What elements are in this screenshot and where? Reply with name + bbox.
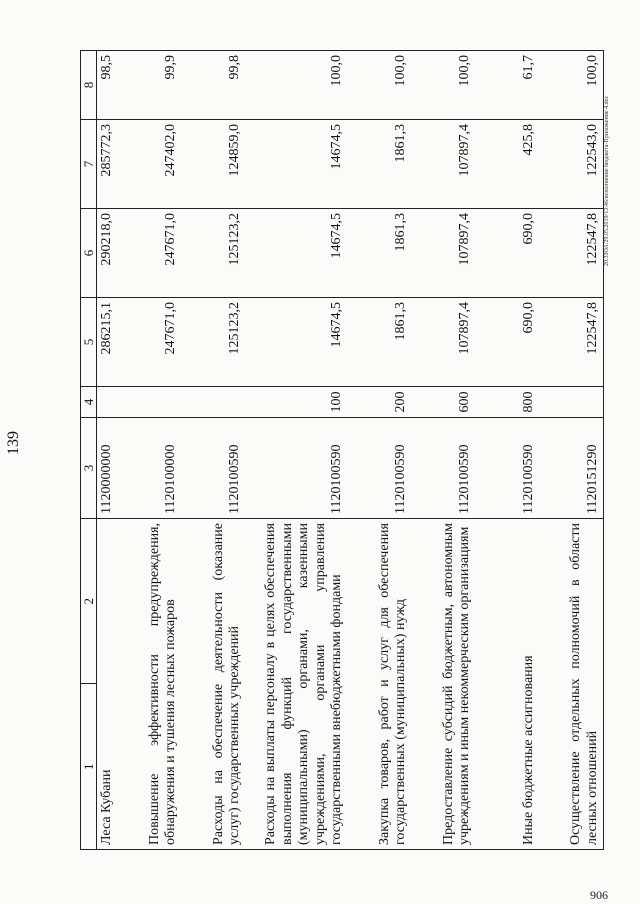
- table-row: [182, 51, 246, 850]
- budget-table: [80, 50, 604, 850]
- header-col-8: 8: [81, 51, 97, 120]
- row-vr: 100: [246, 387, 348, 418]
- table-row: [348, 51, 412, 850]
- row-col5: 107897,4: [412, 298, 476, 387]
- row-col6: 1861,3: [348, 209, 412, 298]
- header-col-6: 6: [81, 209, 97, 298]
- row-col6: 690,0: [476, 209, 540, 298]
- row-name: Леса Кубани: [97, 519, 118, 850]
- table-header-row: [81, 51, 97, 850]
- header-col-2: 2: [81, 519, 97, 685]
- row-col8: 100,0: [540, 51, 604, 120]
- row-col7: 247402,0: [118, 120, 182, 209]
- row-code: 1120151290: [540, 418, 604, 519]
- header-col-3: 3: [81, 418, 97, 519]
- row-vr: [118, 387, 182, 418]
- corner-page-mark: 906: [590, 888, 608, 902]
- table-row: [412, 51, 476, 850]
- row-col6: 247671,0: [118, 209, 182, 298]
- row-name: Повышение эффективности предупреждения, обнаружения и тушения лесных пожаров: [118, 519, 182, 850]
- row-col8: 100,0: [412, 51, 476, 120]
- table-row: [97, 51, 118, 850]
- row-vr: 800: [476, 387, 540, 418]
- row-col5: 690,0: [476, 298, 540, 387]
- row-vr: [97, 387, 118, 418]
- row-code: 1120100590: [182, 418, 246, 519]
- row-vr: 600: [412, 387, 476, 418]
- row-col8: 100,0: [246, 51, 348, 120]
- row-name: Расходы на выплаты персоналу в целях обеспечения выполнения функций государственными (муниципальными) органами, казенными учреждениями, органами управления государственными внебюджетными фондами: [246, 519, 348, 850]
- row-col5: 125123,2: [182, 298, 246, 387]
- row-col5: 1861,3: [348, 298, 412, 387]
- row-code: 1120000000: [97, 418, 118, 519]
- row-name: Закупка товаров, работ и услуг для обеспечения государственных (муниципальных) нужд: [348, 519, 412, 850]
- row-col7: 122543,0: [540, 120, 604, 209]
- row-vr: [182, 387, 246, 418]
- row-vr: [540, 387, 604, 418]
- row-col8: 98,5: [97, 51, 118, 120]
- row-name: Осуществление отдельных полномочий в области лесных отношений: [540, 519, 604, 850]
- row-col5: 286215,1: [97, 298, 118, 387]
- row-code: 1120100000: [118, 418, 182, 519]
- header-col-1: 1: [81, 684, 97, 850]
- row-code: 1120100590: [348, 418, 412, 519]
- row-col7: 124859,0: [182, 120, 246, 209]
- footer-file-path: 20.3ЗОА/29.05.2019/13:46/исполнение бюджета-Приложение 4.doc: [604, 95, 610, 266]
- row-col5: 247671,0: [118, 298, 182, 387]
- header-col-4: 4: [81, 387, 97, 418]
- row-col5: 14674,5: [246, 298, 348, 387]
- row-name: Иные бюджетные ассигнования: [476, 519, 540, 850]
- row-col6: 290218,0: [97, 209, 118, 298]
- row-col7: 107897,4: [412, 120, 476, 209]
- row-col8: 99,8: [182, 51, 246, 120]
- row-code: 1120100590: [412, 418, 476, 519]
- row-code: 1120100590: [246, 418, 348, 519]
- row-col6: 125123,2: [182, 209, 246, 298]
- row-col7: 425,8: [476, 120, 540, 209]
- row-col7: 285772,3: [97, 120, 118, 209]
- row-col8: 61,7: [476, 51, 540, 120]
- row-col6: 122547,8: [540, 209, 604, 298]
- header-col-5: 5: [81, 298, 97, 387]
- row-vr: 200: [348, 387, 412, 418]
- header-col-7: 7: [81, 120, 97, 209]
- row-col8: 99,9: [118, 51, 182, 120]
- table-row: [246, 51, 348, 850]
- row-col6: 14674,5: [246, 209, 348, 298]
- row-name: Расходы на обеспечение деятельности (оказание услуг) государственных учреждений: [182, 519, 246, 850]
- table-row: [118, 51, 182, 850]
- row-col5: 122547,8: [540, 298, 604, 387]
- row-code: 1120100590: [476, 418, 540, 519]
- row-col6: 107897,4: [412, 209, 476, 298]
- table-row: [540, 51, 604, 850]
- row-col7: 14674,5: [246, 120, 348, 209]
- table-row: [476, 51, 540, 850]
- rotated-document-page: [5, 50, 600, 850]
- row-col7: 1861,3: [348, 120, 412, 209]
- row-col8: 100,0: [348, 51, 412, 120]
- row-name: Предоставление субсидий бюджетным, автономным учреждениям и иным некоммерческим организациям: [412, 519, 476, 850]
- page-number: 139: [5, 431, 22, 455]
